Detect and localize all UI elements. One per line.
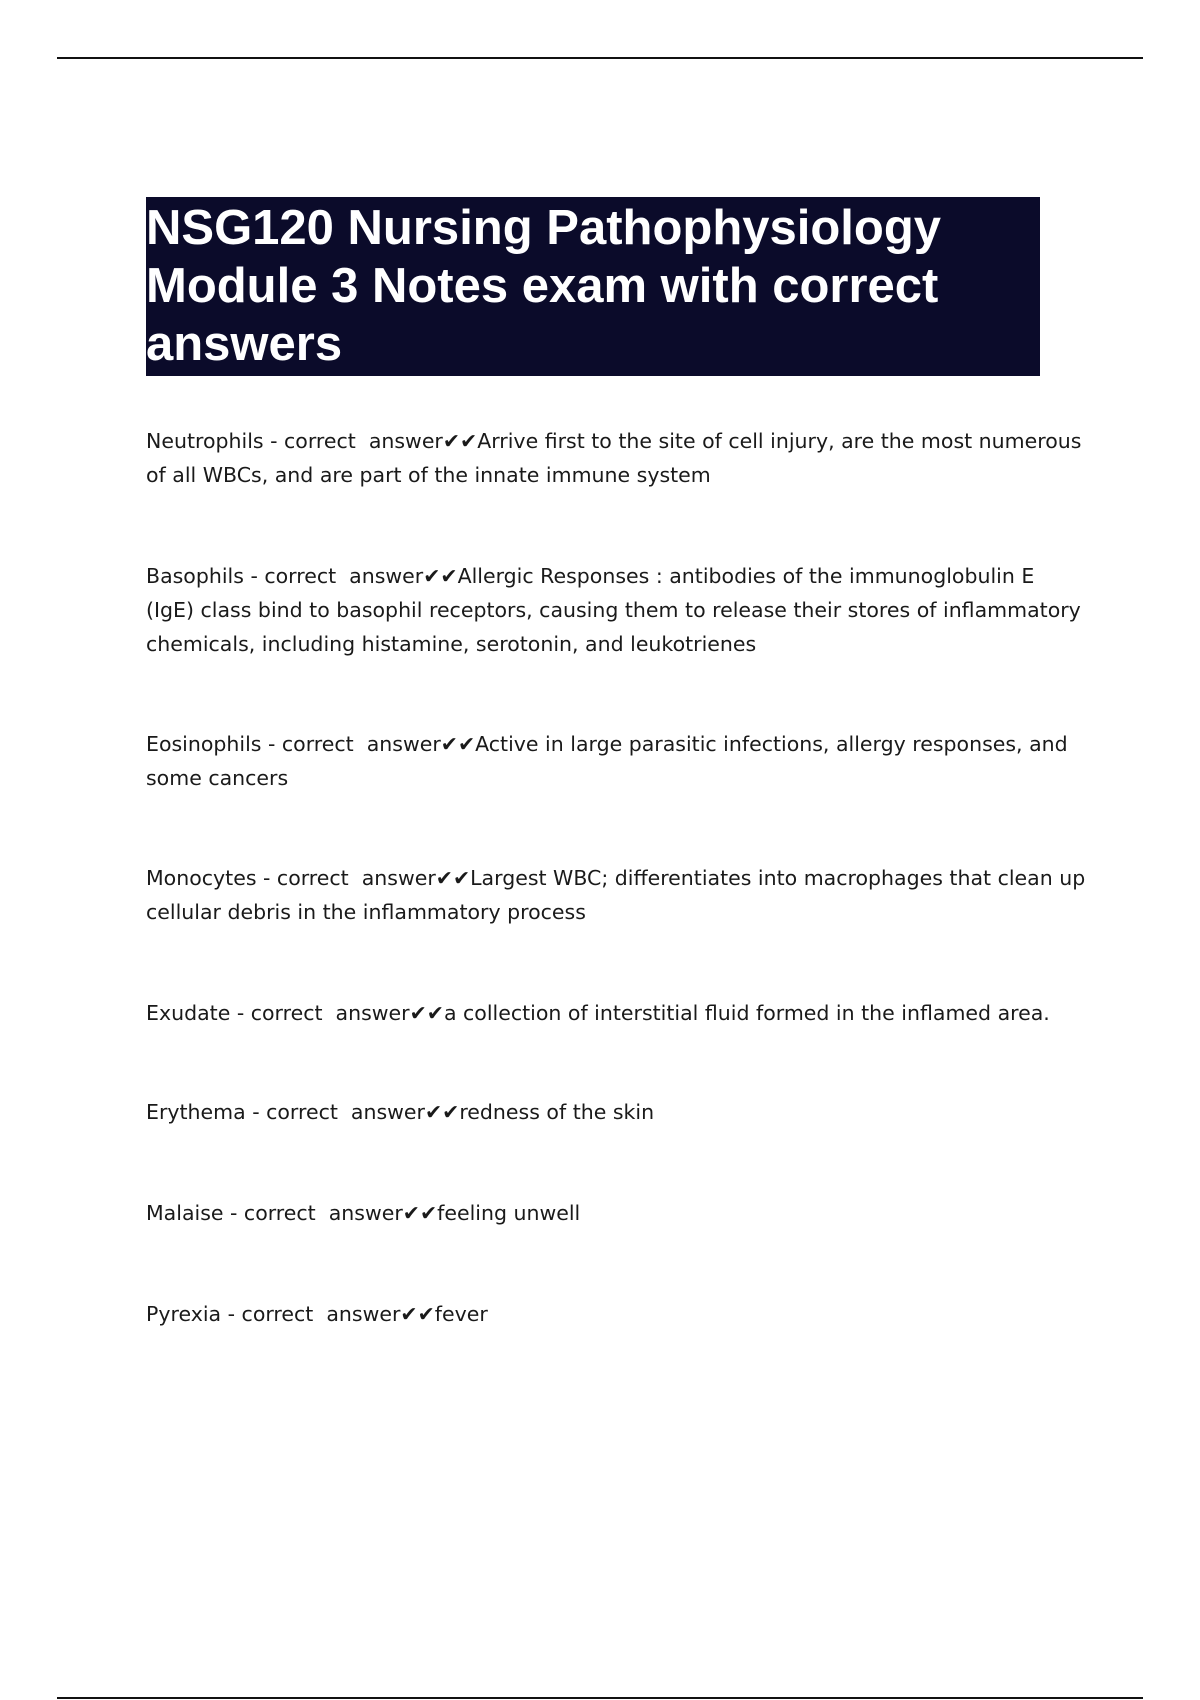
qa-separator: - correct answer✔✔ xyxy=(263,429,478,453)
qa-item-pyrexia xyxy=(146,1297,1086,1331)
qa-item-erythema xyxy=(146,1095,1086,1129)
qa-answer: a collection of interstitial fluid formed in the inflamed area. xyxy=(443,1001,1050,1025)
qa-separator: - correct answer✔✔ xyxy=(223,1201,438,1225)
qa-answer: Largest WBC; differentiates into macrophages that clean up cellular debris in the inflammatory process xyxy=(146,866,1086,924)
qa-separator: - correct answer✔✔ xyxy=(243,564,458,588)
qa-term: Basophils xyxy=(146,564,244,588)
qa-term: Monocytes xyxy=(146,866,257,890)
qa-item-eosinophils xyxy=(146,727,1086,795)
qa-term: Pyrexia xyxy=(146,1302,222,1326)
qa-term: Eosinophils xyxy=(146,732,262,756)
qa-answer: feeling unwell xyxy=(437,1201,581,1225)
qa-term: Exudate xyxy=(146,1001,231,1025)
qa-answer: Arrive first to the site of cell injury, are the most numerous of all WBCs, and are part of the innate immune system xyxy=(146,429,1082,487)
qa-answer: Allergic Responses : antibodies of the immunoglobulin E (IgE) class bind to basophil receptors, causing them to release their stores of inflammatory chemicals, including histamine, serotonin, and leukotrienes xyxy=(146,564,1081,656)
qa-separator: - correct answer✔✔ xyxy=(256,866,471,890)
qa-separator: - correct answer✔✔ xyxy=(230,1001,444,1025)
title-banner xyxy=(146,197,1040,376)
bottom-rule xyxy=(57,1697,1143,1699)
qa-term: Malaise xyxy=(146,1201,224,1225)
qa-item-monocytes xyxy=(146,861,1086,929)
qa-item-exudate xyxy=(146,996,1086,1030)
qa-item-neutrophils xyxy=(146,424,1086,492)
qa-term: Neutrophils xyxy=(146,429,264,453)
qa-term: Erythema xyxy=(146,1100,246,1124)
qa-answer: fever xyxy=(434,1302,488,1326)
document-title: NSG120 Nursing Pathophysiology Module 3 Notes exam with correct answers xyxy=(146,201,942,371)
qa-separator: - correct answer✔✔ xyxy=(221,1302,435,1326)
qa-separator: - correct answer✔✔ xyxy=(261,732,476,756)
qa-separator: - correct answer✔✔ xyxy=(245,1100,460,1124)
qa-answer: Active in large parasitic infections, allergy responses, and some cancers xyxy=(146,732,1068,790)
qa-answer: redness of the skin xyxy=(459,1100,655,1124)
qa-item-malaise xyxy=(146,1196,1086,1230)
qa-item-basophils xyxy=(146,559,1086,661)
top-rule xyxy=(57,57,1143,59)
